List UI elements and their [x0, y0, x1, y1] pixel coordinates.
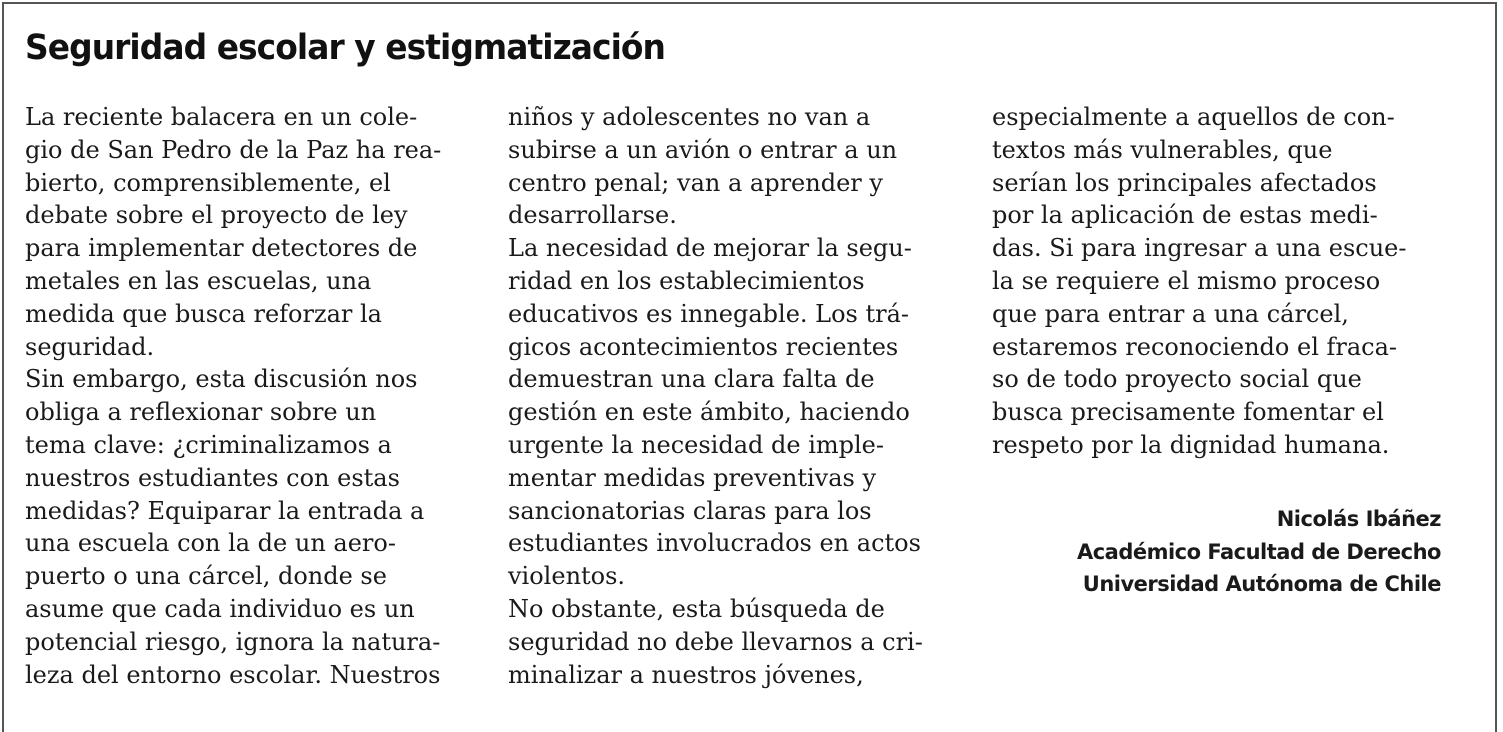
article-text-line: educativos es innegable. Los trá- [508, 299, 910, 328]
article-text-line: tema clave: ¿criminalizamos a [25, 430, 392, 459]
article-text-line: que para entrar a una cárcel, [992, 299, 1349, 328]
article-text-line: la se requiere el mismo proceso [992, 266, 1381, 295]
article-text-line: potencial riesgo, ignora la natura- [25, 627, 441, 656]
article-text-line: respeto por la dignidad humana. [992, 430, 1390, 459]
article-text-line: mentar medidas preventivas y [508, 463, 877, 492]
article-text-line: ridad en los establecimientos [508, 266, 865, 295]
article-text-line: niños y adolescentes no van a [508, 103, 871, 131]
article-text-line: No obstante, esta búsqueda de [508, 594, 885, 623]
article-text-line: asume que cada individuo es un [25, 594, 415, 623]
article-column-3 [992, 101, 1407, 462]
article-text-line: gestión en este ámbito, haciendo [508, 398, 910, 427]
article-text-line: subirse a un avión o entrar a un [508, 135, 898, 164]
article-text-line: violentos. [508, 562, 626, 591]
article-text-line: medidas? Equiparar la entrada a [25, 496, 425, 525]
signature-block [1077, 503, 1441, 601]
author-role: Académico Facultad de Derecho [1076, 539, 1441, 564]
article-text-line: minalizar a nuestros jóvenes, [508, 660, 864, 689]
article-text-line: sancionatorias claras para los [508, 496, 872, 525]
article-text-line: urgente la necesidad de imple- [508, 430, 884, 459]
article-text-line: seguridad no debe llevarnos a cri- [508, 627, 923, 656]
article-text-line: puerto o una cárcel, donde se [25, 562, 387, 591]
article-text-line: La necesidad de mejorar la segu- [508, 234, 912, 263]
article-text-line: busca precisamente fomentar el [992, 398, 1384, 427]
article-text-line: debate sobre el proyecto de ley [25, 201, 408, 230]
article-text-line: bierto, comprensiblemente, el [25, 168, 391, 197]
article-text-line: estaremos reconociendo el fraca- [992, 332, 1398, 361]
article-text-line: por la aplicación de estas medi- [992, 201, 1378, 230]
article-text-line: una escuela con la de un aero- [25, 529, 396, 558]
article-text-line: desarrollarse. [508, 201, 677, 230]
article-text-line: das. Si para ingresar a una escue- [992, 234, 1407, 263]
article-text-line: so de todo proyecto social que [992, 365, 1362, 394]
article-text-line: La reciente balacera en un cole- [25, 103, 418, 131]
article-title: Seguridad escolar y estigmatización [25, 28, 666, 68]
article-text-line: serían los principales afectados [992, 168, 1377, 197]
article-column-2 [508, 101, 923, 691]
article-text-line: gio de San Pedro de la Paz ha rea- [25, 135, 442, 164]
article-text-line: leza del entorno escolar. Nuestros [25, 660, 441, 689]
author-name: Nicolás Ibáñez [1276, 507, 1441, 531]
article-text-line: demuestran una clara falta de [508, 365, 875, 394]
article-column-1 [25, 101, 441, 691]
article-text-line: para implementar detectores de [25, 234, 418, 263]
article-text-line: nuestros estudiantes con estas [25, 463, 400, 492]
article-text-line: medida que busca reforzar la [25, 299, 382, 328]
article-text-line: seguridad. [25, 332, 155, 361]
article-text-line: Sin embargo, esta discusión nos [25, 365, 418, 394]
author-institution: Universidad Autónoma de Chile [1082, 572, 1441, 596]
article-text-line: textos más vulnerables, que [992, 135, 1333, 164]
article-text-line: gicos acontecimientos recientes [508, 332, 899, 361]
article-text-line: obliga a reflexionar sobre un [25, 398, 377, 427]
article-text-line: centro penal; van a aprender y [508, 168, 883, 197]
article-text-line: especialmente a aquellos de con- [992, 103, 1395, 131]
article-text-line: metales en las escuelas, una [25, 266, 372, 295]
article-text-line: estudiantes involucrados en actos [508, 529, 921, 558]
